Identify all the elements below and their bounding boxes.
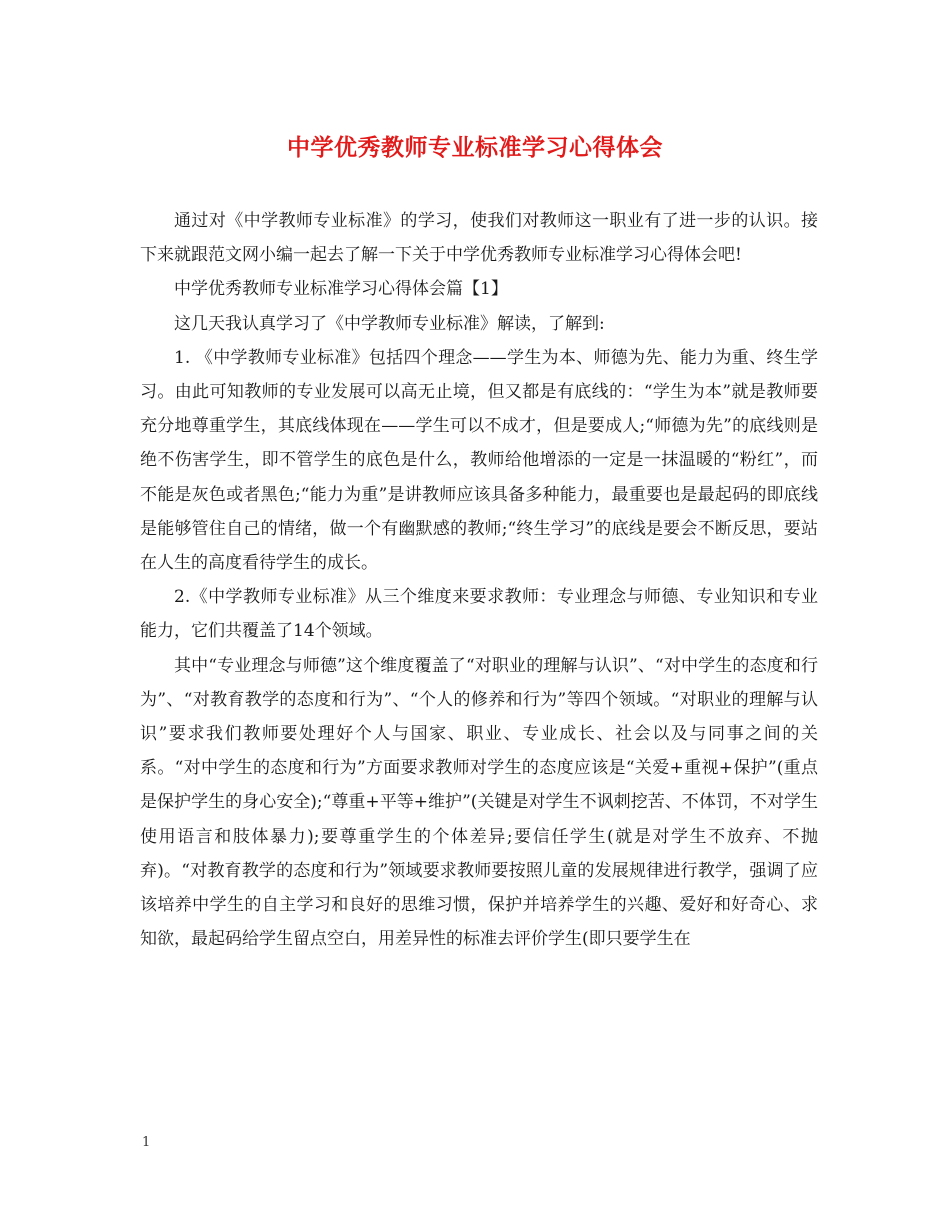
intro-paragraph: 通过对《中学教师专业标准》的学习，使我们对教师这一职业有了进一步的认识。接下来就跟范文网小编一起去了解一下关于中学优秀教师专业标准学习心得体会吧! xyxy=(140,211,818,266)
section-heading: 中学优秀教师专业标准学习心得体会篇【1】 xyxy=(174,279,508,300)
paragraph: 1. 《中学教师专业标准》包括四个理念——学生为本、师德为先、能力为重、终生学习。由此可知教师的专业发展可以高无止境，但又都是有底线的：“学生为本”就是教师要充分地尊重学生，其底线体现在——学生可以不成才，但是要成人;“师德为先”的底线则是绝不伤害学生，即不管学生的底色是什么，教师给他增添的一定是一抹温暖的“粉红”，而不能是灰色或者黑色;“能力为重”是讲教师应该具备多种能力，最重要也是最起码的即底线是能够管住自己的情绪，做一个有幽默感的教师;“终生学习”的底线是要会不断反思，要站在人生的高度看待学生的成长。 xyxy=(140,347,818,574)
document-body xyxy=(140,204,818,956)
paragraph: 其中“专业理念与师德”这个维度覆盖了“对职业的理解与认识”、“对中学生的态度和行为”、“对教育教学的态度和行为”、“个人的修养和行为”等四个领域。“对职业的理解与认识”要求我们教师要处理好个人与国家、职业、专业成长、社会以及与同事之间的关系。“对中学生的态度和行为”方面要求教师对学生的态度应该是“关爱+重视+保护”(重点是保护学生的身心安全);“尊重+平等+维护”(关键是对学生不讽刺挖苦、不体罚，不对学生使用语言和肢体暴力);要尊重学生的个体差异;要信任学生(就是对学生不放弃、不抛弃)。“对教育教学的态度和行为”领域要求教师要按照儿童的发展规律进行教学，强调了应该培养中学生的自主学习和良好的思维习惯，保护并培养学生的兴趣、爱好和好奇心、求知欲，最起码给学生留点空白，用差异性的标准去评价学生(即只要学生在 xyxy=(140,655,818,950)
document-title: 中学优秀教师专业标准学习心得体会 xyxy=(287,134,663,161)
page-number: 1 xyxy=(142,1135,151,1150)
paragraph: 这几天我认真学习了《中学教师专业标准》解读，了解到: xyxy=(174,313,605,334)
paragraph: 2.《中学教师专业标准》从三个维度来要求教师：专业理念与师德、专业知识和专业能力，它们共覆盖了14个领域。 xyxy=(140,587,818,642)
